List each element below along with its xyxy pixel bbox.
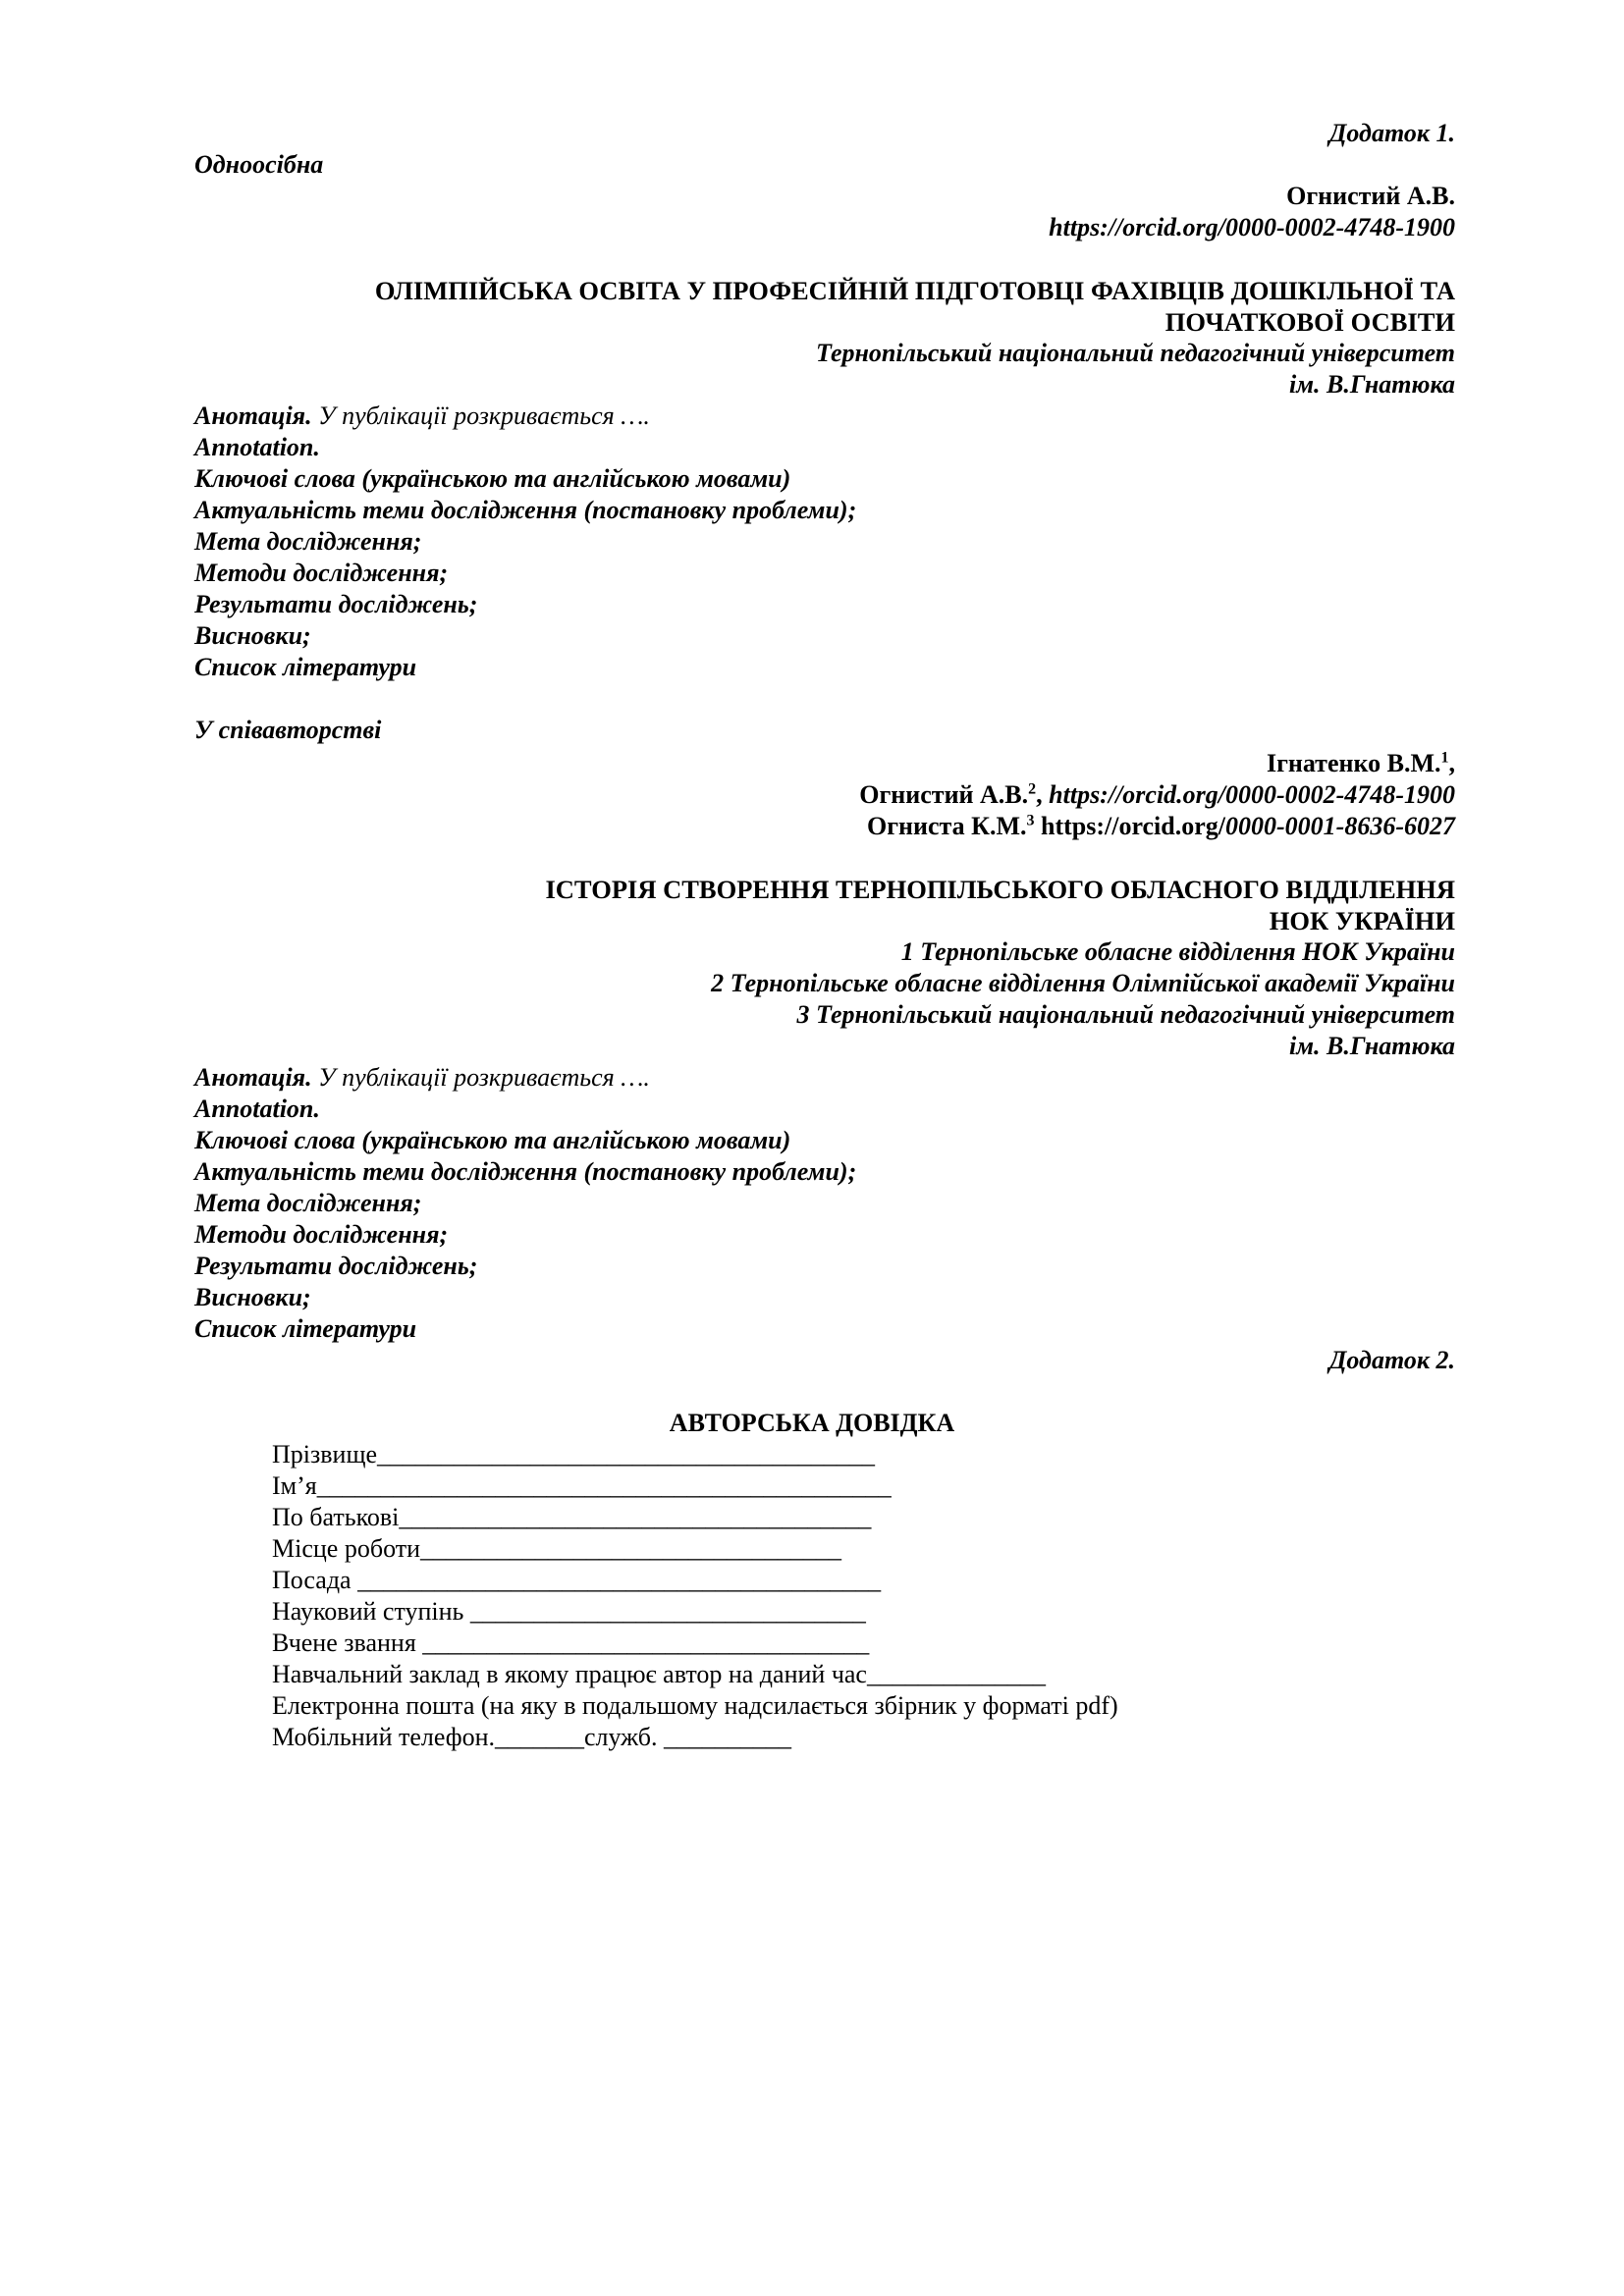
form-field-patronymic: По батькові_____________________________________ [272, 1503, 872, 1531]
form-field-institution: Навчальний заклад в якому працює автор на даний час______________ [272, 1660, 1046, 1688]
form-title: АВТОРСЬКА ДОВІДКА [669, 1409, 955, 1437]
form-field-position: Посада _________________________________________ [272, 1566, 882, 1594]
single-title-line-1: ОЛІМПІЙСЬКА ОСВІТА У ПРОФЕСІЙНІЙ ПІДГОТОВЦІ ФАХІВЦІВ ДОШКІЛЬНОЇ ТА [374, 276, 1455, 305]
annotation-en-2: Annotation. [194, 1095, 320, 1123]
appendix-2-label: Додаток 2. [1328, 1346, 1455, 1374]
coauthor-2-name: Огнистий А.В. [859, 780, 1029, 809]
coauthor-3 [867, 811, 1455, 842]
section-conclusions-2: Висновки; [194, 1283, 311, 1311]
single-author-name: Огнистий А.В. [1286, 182, 1455, 210]
coauthor-1-name: Ігнатенко В.М. [1266, 749, 1441, 777]
form-field-surname: Прізвище_______________________________________ [272, 1440, 876, 1468]
coauthor-2-sup: 2 [1028, 780, 1037, 798]
form-field-name: Ім’я_____________________________________________ [272, 1471, 892, 1500]
coauthor-2-sep: , [1036, 780, 1050, 809]
single-author-heading: Одноосібна [194, 150, 324, 179]
appendix-1-label: Додаток 1. [1328, 119, 1455, 147]
section-results: Результати досліджень; [194, 590, 478, 618]
coauthor-1 [1267, 748, 1455, 779]
coauthor-affiliation-4: ім. В.Гнатюка [1289, 1032, 1455, 1060]
annotation-label: Анотація. [194, 401, 312, 430]
coauthor-affiliation-1: 1 Тернопільське обласне відділення НОК України [900, 937, 1455, 966]
annotation-text-2: У публікації розкривається …. [311, 1063, 650, 1092]
single-author-orcid: https://orcid.org/0000-0002-4748-1900 [1049, 213, 1455, 241]
section-results-2: Результати досліджень; [194, 1252, 478, 1280]
section-methods: Методи дослідження; [194, 559, 449, 587]
coauthor-1-tail: , [1448, 749, 1455, 777]
annotation-en: Annotation. [194, 433, 320, 461]
section-keywords: Ключові слова (українською та англійською мовами) [194, 464, 791, 493]
section-conclusions: Висновки; [194, 621, 311, 650]
annotation-text: У публікації розкривається …. [311, 401, 650, 430]
form-field-title: Вчене звання ___________________________________ [272, 1629, 870, 1657]
coauthor-2 [859, 779, 1455, 811]
coauthor-3-orcid-id: 0000-0001-8636-6027 [1225, 812, 1455, 840]
form-field-degree: Науковий ступінь _______________________________ [272, 1597, 866, 1626]
section-references: Список літератури [194, 653, 417, 681]
coauthor-3-orcid-prefix: https://orcid.org/ [1034, 812, 1226, 840]
single-title-line-2: ПОЧАТКОВОЇ ОСВІТИ [1164, 307, 1455, 337]
section-aim: Мета дослідження; [194, 527, 422, 556]
coauthor-affiliation-2: 2 Тернопільське обласне відділення Олімпійської академії України [711, 969, 1455, 997]
form-field-email: Електронна пошта (на яку в подальшому надсилається збірник у форматі pdf) [272, 1691, 1118, 1720]
section-aim-2: Мета дослідження; [194, 1189, 422, 1217]
single-affiliation-line-1: Тернопільський національний педагогічний університет [816, 339, 1455, 367]
section-relevance: Актуальність теми дослідження (постановку проблеми); [194, 496, 857, 524]
coauthor-affiliation-3: 3 Тернопільський національний педагогічний університет [796, 1000, 1455, 1029]
section-references-2: Список літератури [194, 1314, 417, 1343]
single-affiliation-line-2: ім. В.Гнатюка [1289, 370, 1455, 399]
form-field-workplace: Місце роботи_________________________________ [272, 1534, 841, 1563]
form-field-phone: Мобільний телефон._______служб. __________ [272, 1723, 792, 1751]
coauthor-1-sup: 1 [1440, 749, 1449, 767]
annotation-line [194, 400, 650, 432]
coauthor-heading: У співавторстві [194, 716, 382, 744]
section-relevance-2: Актуальність теми дослідження (постановку проблеми); [194, 1157, 857, 1186]
section-keywords-2: Ключові слова (українською та англійською мовами) [194, 1126, 791, 1154]
coauthor-title-line-1: ІСТОРІЯ СТВОРЕННЯ ТЕРНОПІЛЬСЬКОГО ОБЛАСНОГО ВІДДІЛЕННЯ [545, 875, 1455, 904]
coauthor-title-line-2: НОК УКРАЇНИ [1269, 906, 1455, 935]
annotation-label-2: Анотація. [194, 1063, 312, 1092]
coauthor-3-name: Огниста К.М. [866, 812, 1027, 840]
annotation-line-2 [194, 1062, 650, 1094]
coauthor-3-sup: 3 [1026, 812, 1035, 829]
coauthor-2-orcid: https://orcid.org/0000-0002-4748-1900 [1049, 780, 1455, 809]
section-methods-2: Методи дослідження; [194, 1220, 449, 1249]
